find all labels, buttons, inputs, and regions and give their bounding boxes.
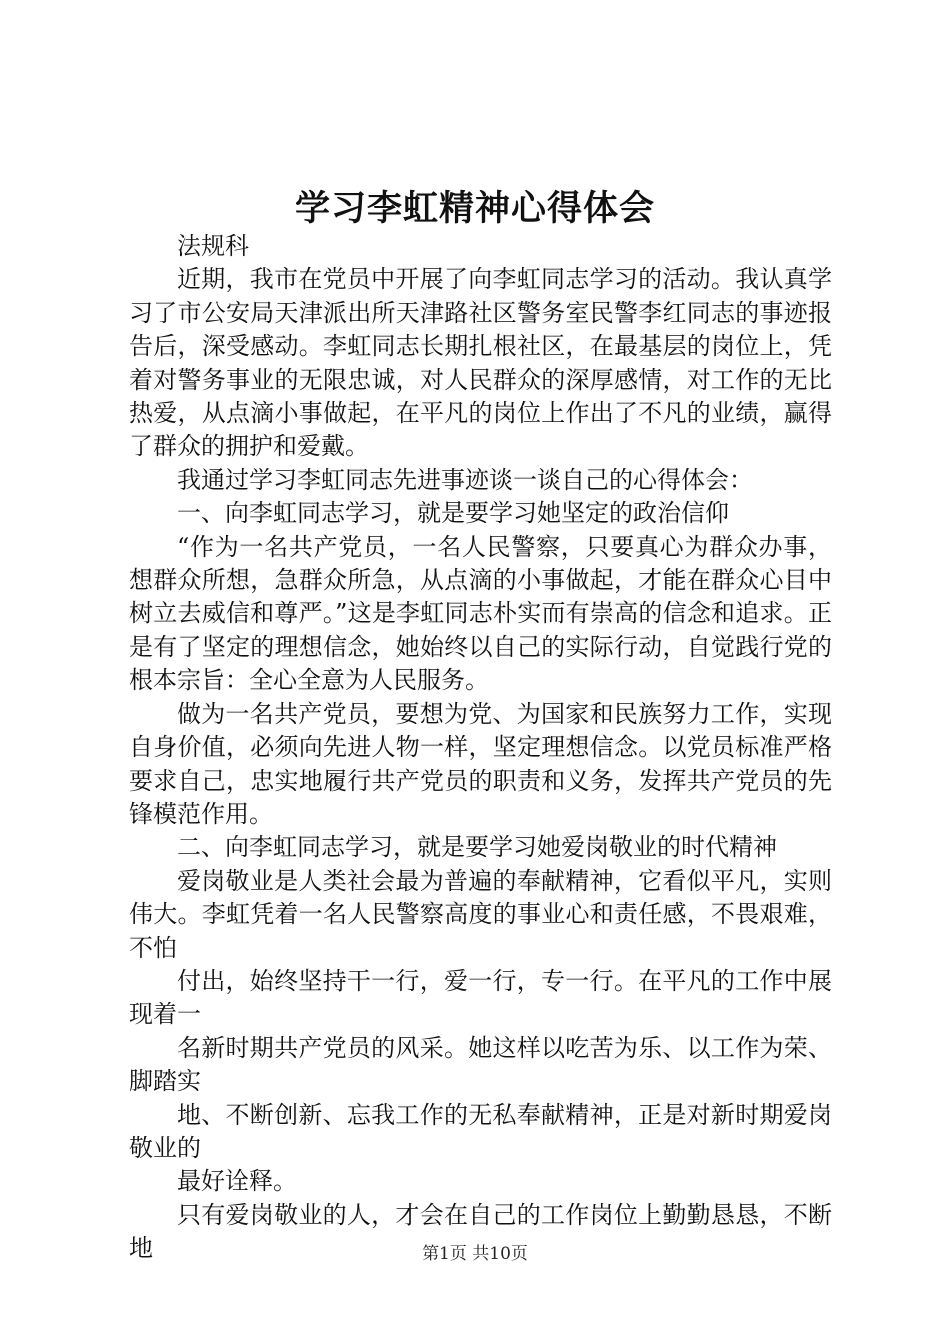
paragraph: 爱岗敬业是人类社会最为普遍的奉献精神，它看似平凡，实则伟大。李虹凭着一名人民警察高度的事业心和责任感，不畏艰难，不怕: [129, 866, 832, 962]
paragraph: 做为一名共产党员，要想为党、为国家和民族努力工作，实现自身价值，必须向先进人物一样，坚定理想信念。以党员标准严格要求自己，忠实地履行共产党员的职责和义务，发挥共产党员的先锋模范作用。: [129, 699, 832, 828]
paragraph: “作为一名共产党员，一名人民警察，只要真心为群众办事，想群众所想，急群众所急，从点滴的小事做起，才能在群众心目中树立去威信和尊严。”这是李虹同志朴实而有崇高的信念和追求。正是有了坚定的理想信念，她始终以自己的实际行动，自觉践行党的根本宗旨：全心全意为人民服务。: [129, 532, 832, 695]
paragraph: 我通过学习李虹同志先进事迹谈一谈自己的心得体会：: [177, 465, 753, 494]
author-line: 法规科: [177, 232, 249, 260]
document-body: [129, 230, 832, 1266]
section-heading: 一、向李虹同志学习，就是要学习她坚定的政治信仰: [177, 499, 729, 528]
paragraph: 地、不断创新、忘我工作的无私奉献精神，正是对新时期爱岗敬业的: [129, 1100, 832, 1162]
paragraph: 最好诠释。: [177, 1167, 297, 1196]
document-title: 学习李虹精神心得体会: [294, 188, 655, 229]
paragraph: 名新时期共产党员的风采。她这样以吃苦为乐、以工作为荣、脚踏实: [129, 1033, 832, 1096]
paragraph: 付出，始终坚持干一行，爱一行，专一行。在平凡的工作中展现着一: [129, 966, 832, 1029]
paragraph: 近期，我市在党员中开展了向李虹同志学习的活动。我认真学习了市公安局天津派出所天津路社区警务室民警李红同志的事迹报告后，深受感动。李虹同志长期扎根社区，在最基层的岗位上，凭着对警务事业的无限忠诚，对人民群众的深厚感情，对工作的无比热爱，从点滴小事做起，在平凡的岗位上作出了不凡的业绩，赢得了群众的拥护和爱戴。: [129, 265, 832, 461]
section-heading: 二、向李虹同志学习，就是要学习她爱岗敬业的时代精神: [177, 833, 777, 862]
paragraph: 只有爱岗敬业的人，才会在自己的工作岗位上勤勤恳恳，不断地: [129, 1200, 832, 1263]
page-number-footer: 第1页 共10页: [422, 1244, 528, 1264]
